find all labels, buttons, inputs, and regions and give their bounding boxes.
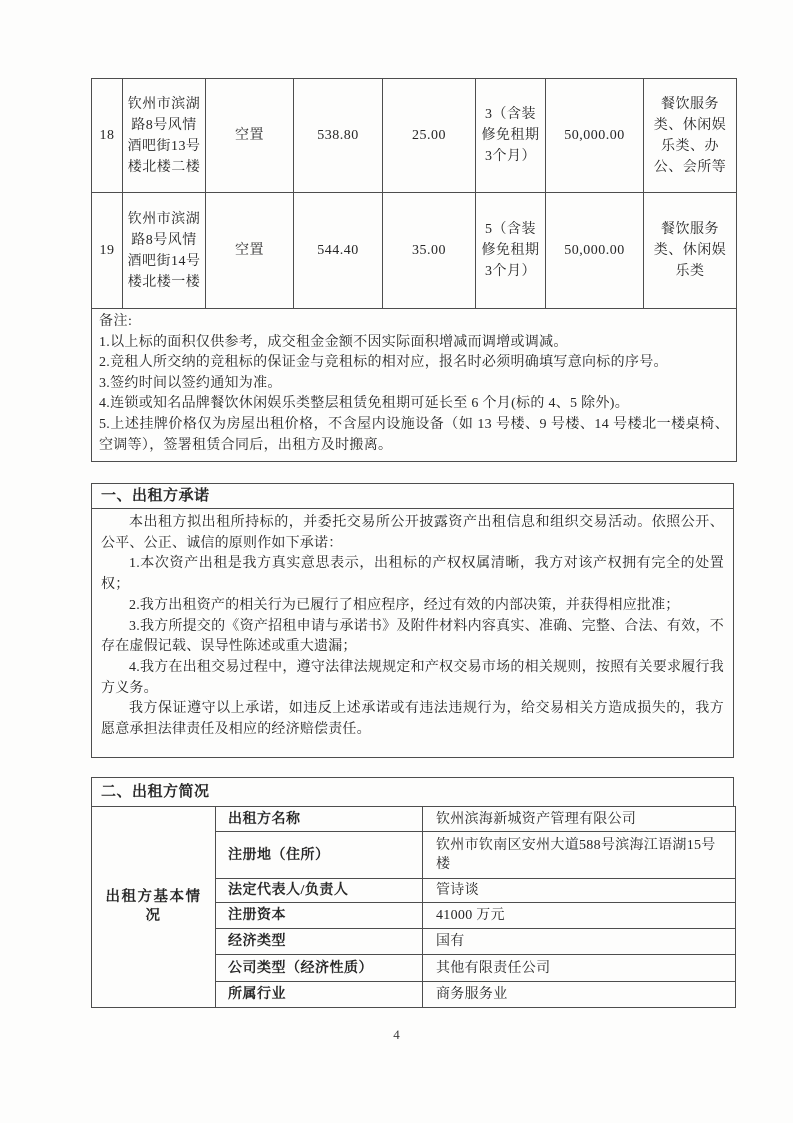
lessor-commitment-section (91, 483, 734, 758)
section2-heading: 二、出租方简况 (91, 777, 734, 807)
cell-price: 35.00 (383, 193, 476, 309)
commitment-paragraph: 4.我方在出租交易过程中，遵守法律法规规定和产权交易市场的相关规则，按照有关要求履行我方义务。 (101, 659, 724, 696)
notes-title: 备注: (99, 314, 133, 329)
commitment-paragraph: 3.我方所提交的《资产招租申请与承诺书》及附件材料内容真实、准确、完整、合法、有效，不存在虚假记载、误导性陈述或重大遗漏； (101, 618, 724, 655)
cell-no: 19 (92, 193, 123, 309)
listing-row-18 (92, 79, 737, 193)
note-item-5: 5.上述挂牌价格仅为房屋出租价格，不含屋内设施设备（如 13 号楼、9 号楼、14 号楼北一楼桌椅、空调等），签署租赁合同后，出租方及时搬离。 (99, 416, 729, 453)
cell-lease-term: 3（含装修免租期3个月） (476, 79, 546, 193)
listing-row-19 (92, 193, 737, 309)
profile-label: 注册资本 (216, 903, 423, 929)
cell-area: 538.80 (294, 79, 383, 193)
profile-value: 钦州滨海新城资产管理有限公司 (423, 807, 736, 832)
notes-row (92, 309, 737, 462)
cell-status: 空置 (206, 193, 294, 309)
commitment-paragraph: 我方保证遵守以上承诺，如违反上述承诺或有违法违规行为，给交易相关方造成损失的，我方愿意承担法律责任及相应的经济赔偿责任。 (101, 701, 724, 738)
note-item-1: 1.以上标的面积仅供参考，成交租金金额不因实际面积增减而调增或调减。 (99, 334, 568, 350)
profile-value: 41000 万元 (423, 903, 736, 929)
profile-value: 国有 (423, 929, 736, 955)
cell-address: 钦州市滨湖路8号风情酒吧街13号楼北楼二楼 (123, 79, 206, 193)
profile-value: 钦州市钦南区安州大道588号滨海江语湖15号楼 (423, 832, 736, 879)
commitment-paragraph: 2.我方出租资产的相关行为已履行了相应程序，经过有效的内部决策，并获得相应批准； (129, 597, 680, 613)
page-number: 4 (393, 1027, 400, 1042)
lessor-profile-table (91, 806, 736, 1008)
commitment-paragraph: 1.本次资产出租是我方真实意思表示，出租标的产权权属清晰，我方对该产权拥有完全的处置权； (101, 556, 724, 593)
section1-body (91, 508, 734, 758)
profile-label: 经济类型 (216, 929, 423, 955)
profile-label: 所属行业 (216, 982, 423, 1008)
profile-category-cell: 出租方基本情况 (92, 807, 216, 1008)
cell-address: 钦州市滨湖路8号风情酒吧街14号楼北楼一楼 (123, 193, 206, 309)
note-item-3: 3.签约时间以签约通知为准。 (99, 375, 282, 391)
cell-no: 18 (92, 79, 123, 193)
notes-section (92, 309, 737, 462)
lessor-profile-section (91, 777, 734, 1008)
profile-label: 出租方名称 (216, 807, 423, 832)
cell-business-type: 餐饮服务类、休闲娱乐类、办公、会所等 (644, 79, 737, 193)
cell-status: 空置 (206, 79, 294, 193)
table-row (92, 807, 736, 832)
profile-value: 其他有限责任公司 (423, 955, 736, 982)
asset-listing-table (91, 78, 737, 462)
cell-lease-term: 5（含装修免租期3个月） (476, 193, 546, 309)
cell-business-type: 餐饮服务类、休闲娱乐类 (644, 193, 737, 309)
cell-deposit: 50,000.00 (546, 193, 644, 309)
section1-heading: 一、出租方承诺 (91, 483, 734, 509)
note-item-4: 4.连锁或知名品牌餐饮休闲娱乐类整层租赁免租期可延长至 6 个月(标的 4、5 除外)。 (99, 396, 630, 412)
profile-label: 注册地（住所） (216, 832, 423, 879)
profile-value: 管诗谈 (423, 879, 736, 903)
cell-area: 544.40 (294, 193, 383, 309)
profile-label: 法定代表人/负责人 (216, 879, 423, 903)
profile-label: 公司类型（经济性质） (216, 955, 423, 982)
cell-price: 25.00 (383, 79, 476, 193)
profile-value: 商务服务业 (423, 982, 736, 1008)
note-item-2: 2.竞租人所交纳的竞租标的保证金与竞租标的相对应，报名时必须明确填写意向标的序号。 (99, 355, 668, 371)
cell-deposit: 50,000.00 (546, 79, 644, 193)
commitment-paragraph: 本出租方拟出租所持标的，并委托交易所公开披露资产出租信息和组织交易活动。依照公开、公平、公正、诚信的原则作如下承诺： (101, 515, 724, 551)
